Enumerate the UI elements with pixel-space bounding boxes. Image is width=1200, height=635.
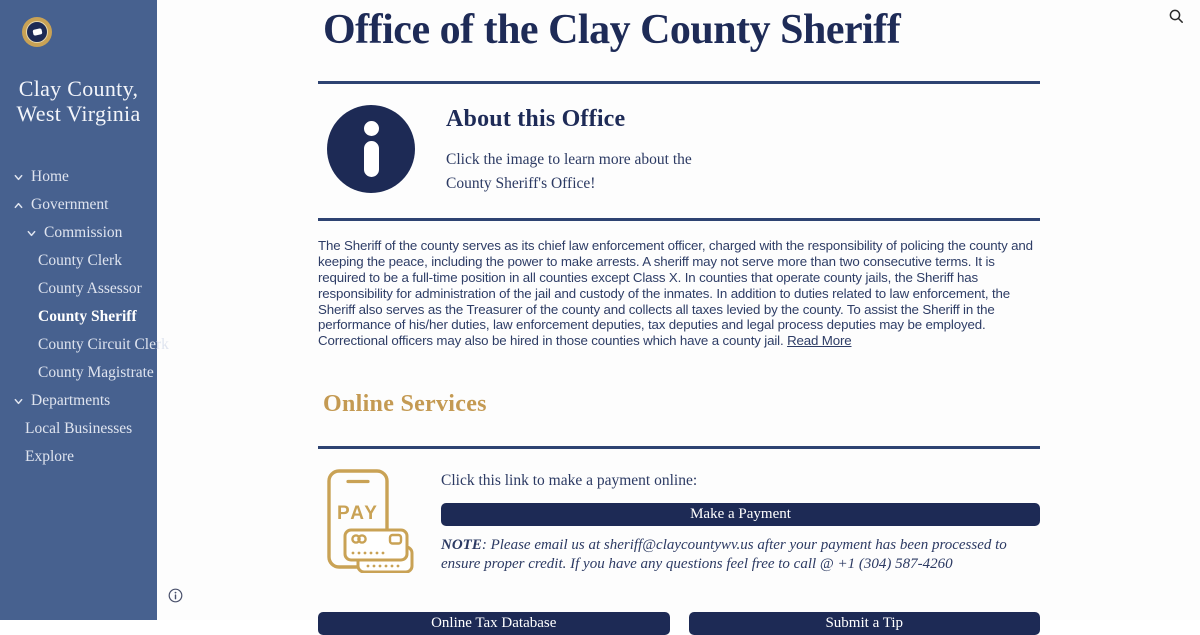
sidebar-item-label: Local Businesses — [25, 420, 133, 437]
sidebar-item-county-assessor[interactable] — [0, 275, 157, 303]
sidebar-item-explore[interactable] — [0, 443, 157, 471]
main-content — [318, 0, 1040, 635]
about-office-info-image[interactable] — [327, 105, 415, 193]
note-label: NOTE — [441, 536, 482, 553]
note-after-email: after your payment has been processed to ensure proper credit. If you have any questions feel free to call @ +1 (304) 587-4260 — [441, 536, 1007, 572]
chevron-down-icon — [26, 228, 37, 239]
divider — [318, 218, 1040, 221]
about-caption: Click the image to learn more about the County Sheriff's Office! — [446, 151, 692, 193]
footer-buttons — [318, 612, 1040, 635]
sidebar-item-label: Government — [31, 196, 109, 213]
svg-text:PAY: PAY — [337, 502, 379, 524]
divider — [318, 81, 1040, 84]
note-before-email: : Please email us at — [481, 536, 604, 553]
sidebar — [0, 0, 169, 620]
sidebar-item-local-businesses[interactable] — [0, 415, 157, 443]
page-title: Office of the Clay County Sheriff — [323, 7, 901, 53]
online-tax-database-button[interactable]: Online Tax Database — [318, 612, 670, 635]
search-button[interactable] — [1164, 4, 1188, 28]
sheriff-email-link[interactable]: sheriff@claycountywv.us — [603, 536, 754, 553]
sidebar-item-label: County Assessor — [38, 280, 142, 297]
sidebar-item-county-circuit-clerk[interactable] — [0, 331, 169, 359]
site-title-line1: Clay County, — [18, 76, 139, 101]
info-i-stem — [364, 141, 379, 177]
sidebar-item-label: County Clerk — [38, 252, 122, 269]
chevron-down-icon — [13, 396, 24, 407]
seal-inner-ring — [26, 21, 48, 43]
search-icon — [1168, 8, 1185, 25]
sidebar-item-county-magistrate[interactable] — [0, 359, 157, 387]
chevron-down-icon — [13, 172, 24, 183]
sidebar-item-label: County Magistrate — [38, 364, 154, 381]
site-title — [0, 76, 157, 126]
page-info-button[interactable] — [166, 586, 184, 604]
sidebar-item-government[interactable] — [0, 191, 157, 219]
sidebar-item-label: Departments — [31, 392, 111, 409]
payment-note — [441, 536, 1040, 574]
county-seal-logo[interactable] — [22, 17, 52, 47]
sidebar-item-departments[interactable] — [0, 387, 157, 415]
sidebar-item-label: Explore — [25, 448, 75, 465]
about-heading: About this Office — [446, 106, 626, 133]
about-text-block — [446, 105, 721, 196]
sidebar-item-label: Commission — [44, 224, 123, 241]
submit-a-tip-button[interactable]: Submit a Tip — [689, 612, 1041, 635]
sidebar-item-county-sheriff[interactable] — [0, 303, 157, 331]
sidebar-item-label: County Circuit Clerk — [38, 336, 169, 353]
sidebar-item-label: County Sheriff — [38, 308, 137, 325]
mobile-pay-icon[interactable] — [322, 467, 414, 573]
sidebar-item-county-clerk[interactable] — [0, 247, 157, 275]
read-more-link[interactable]: Read More — [787, 333, 852, 349]
sidebar-item-label: Home — [31, 168, 69, 185]
sheriff-description — [318, 238, 1040, 349]
online-services-section — [318, 467, 1040, 574]
online-services-heading: Online Services — [323, 390, 487, 417]
info-icon — [168, 588, 183, 603]
payment-cta-text: Click this link to make a payment online: — [441, 471, 698, 489]
sheriff-description-text: The Sheriff of the county serves as its chief law enforcement officer, charged with the responsibility of policing the county and keeping the peace, including the power to make arrests. A sheriff may not serve more than two consecutive terms. It is required to be a full-time position in all counties except Class X. In counties that operate county jails, the Sheriff has responsibility for administration of the jail and custody of the inmates. In addition to duties related to law enforcement, the Sheriff also serves as the Treasurer of the county and collects all taxes levied by the county. To assist the Sheriff in the performance of his/her duties, law enforcement deputies, tax deputies and legal process deputies may be employed. Correctional officers may also be hired in those counties which have a county jail. — [318, 238, 1033, 349]
site-title-line2: West Virginia — [16, 101, 141, 126]
services-text-block — [441, 467, 1040, 574]
about-section — [318, 105, 1040, 196]
chevron-up-icon — [13, 200, 24, 211]
divider — [318, 446, 1040, 449]
sidebar-item-home[interactable] — [0, 163, 157, 191]
sidebar-item-commission[interactable] — [0, 219, 157, 247]
sidebar-nav — [0, 163, 169, 471]
wv-state-shape — [32, 28, 42, 36]
info-i-dot — [364, 121, 379, 136]
make-a-payment-button[interactable]: Make a Payment — [441, 503, 1040, 526]
